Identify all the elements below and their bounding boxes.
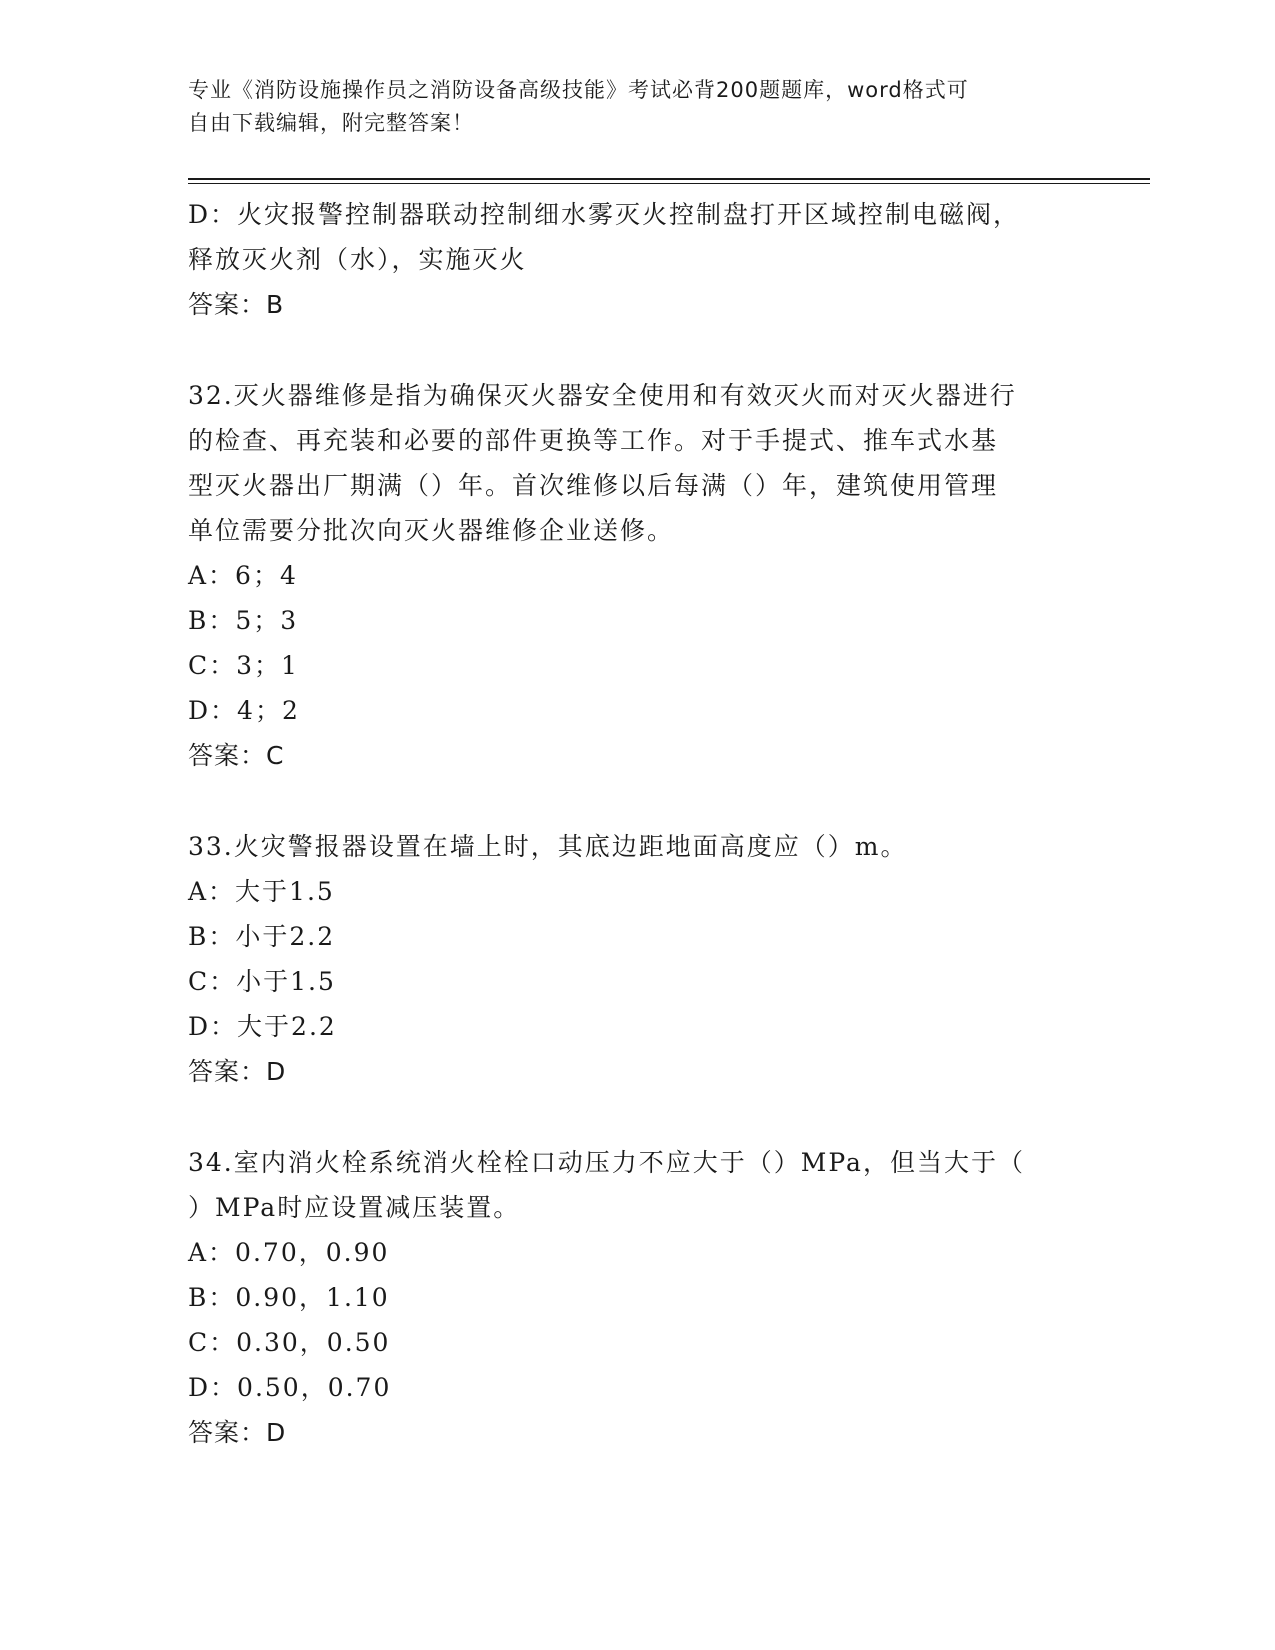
header-line-2: 自由下载编辑，附完整答案！ xyxy=(188,111,474,135)
answer-line: 答案：D xyxy=(188,1057,287,1086)
option-b: B：5；3 xyxy=(188,606,299,635)
question-31-tail xyxy=(188,192,1088,327)
option-d: D：0.50，0.70 xyxy=(188,1373,392,1402)
spacer xyxy=(188,1094,1088,1140)
question-stem-line: 型灭火器出厂期满（）年。首次维修以后每满（）年，建筑使用管理 xyxy=(188,471,999,500)
question-content xyxy=(188,192,1088,1455)
header-line-1: 专业《消防设施操作员之消防设备高级技能》考试必背200题题库，word格式可 xyxy=(188,78,969,102)
question-stem-line: 单位需要分批次向灭火器维修企业送修。 xyxy=(188,516,675,545)
header-divider-thick xyxy=(188,178,1150,180)
option-a: A：6；4 xyxy=(188,561,298,590)
question-stem-line: 34.室内消火栓系统消火栓栓口动压力不应大于（）MPa，但当大于（ xyxy=(188,1148,1025,1177)
option-d: D：大于2.2 xyxy=(188,1012,337,1041)
question-32 xyxy=(188,373,1088,778)
option-c: C：3；1 xyxy=(188,651,299,680)
option-d-line-2: 释放灭火剂（水），实施灭火 xyxy=(188,245,527,274)
spacer xyxy=(188,778,1088,824)
option-c: C：小于1.5 xyxy=(188,967,336,996)
question-stem-line: ）MPa时应设置减压装置。 xyxy=(188,1193,521,1222)
answer-line: 答案：B xyxy=(188,290,285,319)
option-c: C：0.30，0.50 xyxy=(188,1328,391,1357)
question-34 xyxy=(188,1140,1088,1455)
option-d: D：4；2 xyxy=(188,696,300,725)
option-a: A：0.70，0.90 xyxy=(188,1238,390,1267)
answer-line: 答案：C xyxy=(188,741,285,770)
answer-line: 答案：D xyxy=(188,1418,287,1447)
option-b: B：小于2.2 xyxy=(188,922,336,951)
question-stem-line: 32.灭火器维修是指为确保灭火器安全使用和有效灭火而对灭火器进行 xyxy=(188,381,1017,410)
option-d-line-1: D：火灾报警控制器联动控制细水雾灭火控制盘打开区域控制电磁阀， xyxy=(188,200,1021,229)
question-stem-line: 的检查、再充装和必要的部件更换等工作。对于手提式、推车式水基 xyxy=(188,426,999,455)
option-a: A：大于1.5 xyxy=(188,877,335,906)
question-33 xyxy=(188,824,1088,1094)
question-stem-line: 33.火灾警报器设置在墙上时，其底边距地面高度应（）m。 xyxy=(188,832,908,861)
spacer xyxy=(188,327,1088,373)
document-header xyxy=(188,74,1088,140)
header-divider-thin xyxy=(188,183,1150,184)
option-b: B：0.90，1.10 xyxy=(188,1283,390,1312)
